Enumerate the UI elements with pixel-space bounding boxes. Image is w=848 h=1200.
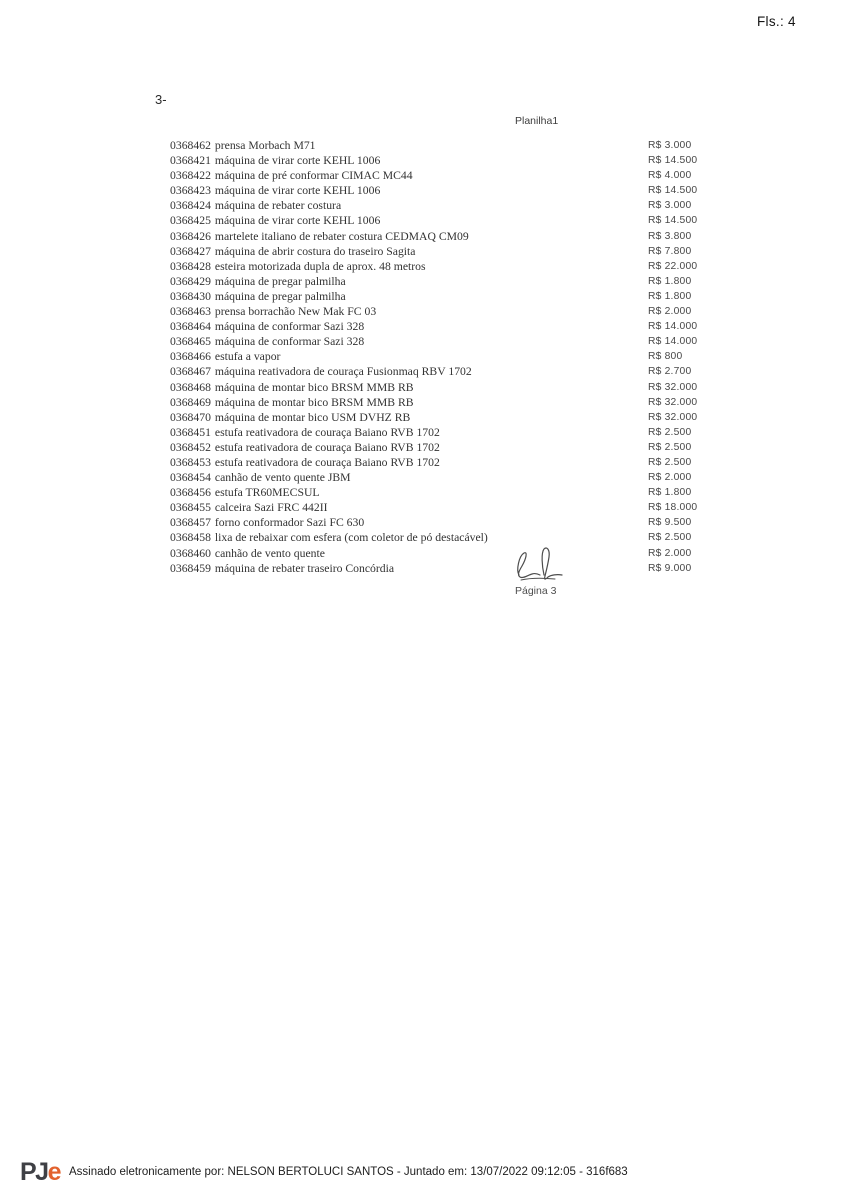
item-code: 0368423: [170, 184, 211, 198]
table-row: [170, 411, 710, 426]
item-code: 0368457: [170, 516, 211, 530]
item-price: R$ 1.800: [648, 487, 692, 499]
table-row: [170, 184, 710, 199]
item-description: máquina de conformar Sazi 328: [214, 335, 365, 349]
table-row: [170, 199, 710, 214]
pje-footer: [20, 1158, 628, 1185]
item-code: 0368463: [170, 305, 211, 319]
item-description: máquina de virar corte KEHL 1006: [214, 214, 381, 228]
table-row: [170, 516, 710, 531]
item-price: R$ 2.700: [648, 366, 692, 378]
item-description: máquina de rebater costura: [214, 199, 342, 213]
table-row: [170, 501, 710, 516]
sheet-title: Planilha1: [515, 115, 559, 127]
item-description: máquina de montar bico BRSM MMB RB: [214, 380, 414, 394]
handwritten-signature: [512, 546, 566, 588]
item-description: estufa reativadora de couraça Baiano RVB 1702: [214, 425, 440, 439]
item-price: R$ 32.000: [648, 396, 698, 408]
page-number-label: Página 3: [515, 585, 557, 597]
item-code: 0368452: [170, 440, 211, 454]
item-description: máquina reativadora de couraça Fusionmaq RBV 1702: [214, 365, 472, 379]
item-price: R$ 3.000: [648, 200, 692, 212]
item-price: R$ 800: [648, 351, 683, 363]
item-code: 0368454: [170, 471, 211, 485]
item-price: R$ 3.800: [648, 230, 692, 242]
table-row: [170, 365, 710, 380]
item-price: R$ 2.000: [648, 472, 692, 484]
table-row: [170, 486, 710, 501]
item-description: máquina de conformar Sazi 328: [214, 320, 365, 334]
item-description: máquina de pregar palmilha: [214, 289, 346, 303]
item-code: 0368427: [170, 244, 211, 258]
item-code: 0368456: [170, 486, 211, 500]
item-code: 0368429: [170, 274, 211, 288]
item-code: 0368458: [170, 531, 211, 545]
item-price: R$ 2.500: [648, 456, 692, 468]
table-row: [170, 214, 710, 229]
table-row: [170, 396, 710, 411]
item-description: estufa reativadora de couraça Baiano RVB 1702: [214, 455, 440, 469]
item-code: 0368453: [170, 455, 211, 469]
item-code: 0368424: [170, 199, 211, 213]
equipment-list: [170, 139, 710, 577]
electronic-signature-statement: Assinado eletronicamente por: NELSON BERTOLUCI SANTOS - Juntado em: 13/07/2022 09:12:05 - 316f683: [69, 1165, 628, 1178]
item-price: R$ 2.500: [648, 426, 692, 438]
item-description: prensa borrachão New Mak FC 03: [214, 305, 377, 319]
table-row: [170, 547, 710, 562]
item-code: 0368464: [170, 320, 211, 334]
item-description: máquina de virar corte KEHL 1006: [214, 154, 381, 168]
item-description: canhão de vento quente JBM: [214, 471, 351, 485]
item-price: R$ 9.500: [648, 517, 692, 529]
item-price: R$ 2.000: [648, 547, 692, 559]
table-row: [170, 305, 710, 320]
table-row: [170, 335, 710, 350]
table-row: [170, 275, 710, 290]
table-row: [170, 531, 710, 546]
item-price: R$ 2.000: [648, 306, 692, 318]
pje-logo-pj: PJ: [20, 1158, 48, 1186]
item-code: 0368470: [170, 410, 211, 424]
item-description: estufa reativadora de couraça Baiano RVB 1702: [214, 440, 440, 454]
item-description: forno conformador Sazi FC 630: [214, 516, 365, 530]
item-description: máquina de rebater traseiro Concórdia: [214, 561, 395, 575]
pje-logo-e: e: [47, 1158, 60, 1186]
item-price: R$ 32.000: [648, 381, 698, 393]
item-code: 0368462: [170, 139, 211, 152]
item-description: lixa de rebaixar com esfera (com coletor de pó destacável): [214, 531, 488, 545]
table-row: [170, 320, 710, 335]
table-row: [170, 381, 710, 396]
table-row: [170, 245, 710, 260]
item-code: 0368455: [170, 501, 211, 515]
table-row: [170, 230, 710, 245]
item-description: máquina de montar bico BRSM MMB RB: [214, 395, 414, 409]
item-price: R$ 14.000: [648, 336, 698, 348]
item-description: martelete italiano de rebater costura CEDMAQ CM09: [214, 229, 469, 243]
item-description: prensa Morbach M71: [214, 139, 316, 152]
item-description: calceira Sazi FRC 442II: [214, 501, 328, 515]
folio-label: Fls.: 4: [757, 14, 796, 29]
table-row: [170, 426, 710, 441]
table-row: [170, 350, 710, 365]
item-code: 0368422: [170, 169, 211, 183]
item-code: 0368426: [170, 229, 211, 243]
item-price: R$ 18.000: [648, 502, 698, 514]
item-code: 0368428: [170, 259, 211, 273]
item-description: estufa TR60MECSUL: [214, 486, 320, 500]
item-description: canhão de vento quente: [214, 546, 325, 560]
item-price: R$ 14.500: [648, 185, 698, 197]
item-description: máquina de montar bico USM DVHZ RB: [214, 410, 411, 424]
table-row: [170, 169, 710, 184]
table-row: [170, 260, 710, 275]
item-description: estufa a vapor: [214, 350, 281, 364]
item-price: R$ 14.500: [648, 155, 698, 167]
item-code: 0368466: [170, 350, 211, 364]
table-row: [170, 471, 710, 486]
item-code: 0368425: [170, 214, 211, 228]
item-code: 0368469: [170, 395, 211, 409]
item-description: máquina de pregar palmilha: [214, 274, 346, 288]
item-code: 0368467: [170, 365, 211, 379]
table-row: [170, 456, 710, 471]
item-description: máquina de pré conformar CIMAC MC44: [214, 169, 413, 183]
item-price: R$ 14.500: [648, 215, 698, 227]
item-code: 0368451: [170, 425, 211, 439]
item-description: máquina de virar corte KEHL 1006: [214, 184, 381, 198]
item-price: R$ 2.500: [648, 441, 692, 453]
item-code: 0368460: [170, 546, 211, 560]
item-price: R$ 3.000: [648, 140, 692, 151]
item-code: 0368468: [170, 380, 211, 394]
item-price: R$ 4.000: [648, 170, 692, 182]
item-code: 0368465: [170, 335, 211, 349]
item-price: R$ 1.800: [648, 290, 692, 302]
item-price: R$ 7.800: [648, 245, 692, 257]
table-row: [170, 562, 710, 577]
item-price: R$ 9.000: [648, 562, 692, 574]
item-code: 0368459: [170, 561, 211, 575]
table-row: [170, 139, 710, 154]
item-number: 3-: [155, 92, 167, 107]
item-code: 0368430: [170, 289, 211, 303]
item-price: R$ 22.000: [648, 260, 698, 272]
item-price: R$ 1.800: [648, 275, 692, 287]
pje-logo: [20, 1158, 60, 1185]
table-row: [170, 154, 710, 169]
item-description: máquina de abrir costura do traseiro Sagita: [214, 244, 416, 258]
item-price: R$ 32.000: [648, 411, 698, 423]
table-row: [170, 441, 710, 456]
item-description: esteira motorizada dupla de aprox. 48 metros: [214, 259, 426, 273]
table-row: [170, 290, 710, 305]
item-price: R$ 2.500: [648, 532, 692, 544]
item-code: 0368421: [170, 154, 211, 168]
item-price: R$ 14.000: [648, 321, 698, 333]
